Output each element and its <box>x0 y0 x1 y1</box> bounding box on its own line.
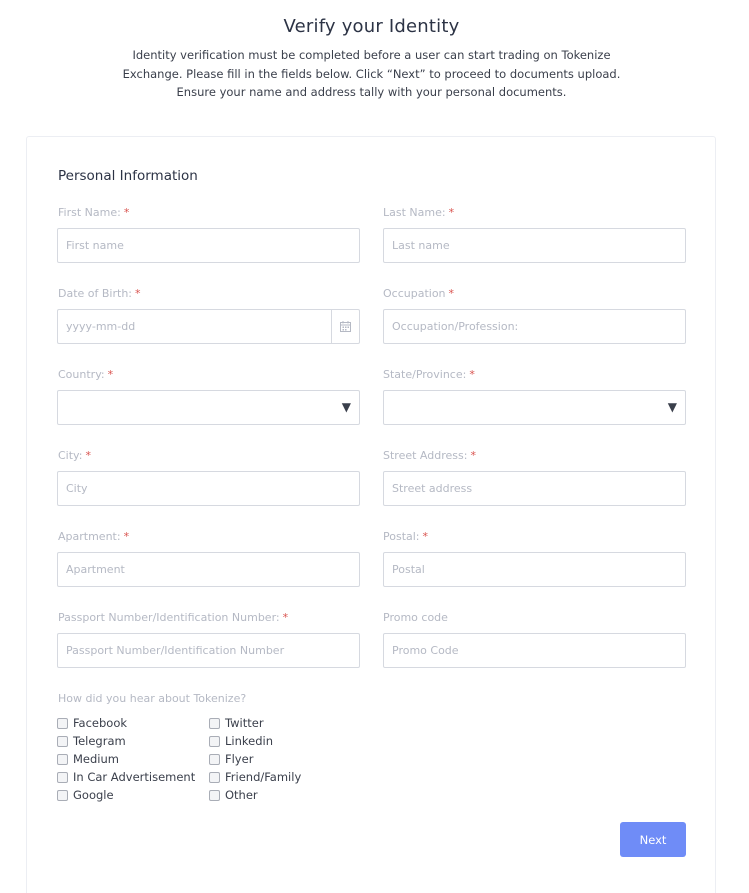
checkbox-other[interactable]: Other <box>209 788 258 802</box>
caret-down-icon: ▼ <box>341 400 351 414</box>
checkbox-flyer[interactable]: Flyer <box>209 752 253 766</box>
calendar-icon <box>340 321 351 332</box>
last-name-input[interactable] <box>383 228 686 263</box>
passport-input[interactable] <box>57 633 360 668</box>
city-label: City: * <box>58 449 91 462</box>
caret-down-icon: ▼ <box>667 400 677 414</box>
required-marker: * <box>448 206 455 219</box>
source-question: How did you hear about Tokenize? <box>58 692 247 705</box>
required-marker: * <box>448 287 455 300</box>
apartment-label: Apartment: * <box>58 530 130 543</box>
checkbox-box[interactable] <box>209 772 220 783</box>
checkbox-box[interactable] <box>57 790 68 801</box>
required-marker: * <box>123 206 130 219</box>
checkbox-telegram[interactable]: Telegram <box>57 734 126 748</box>
checkbox-linkedin[interactable]: Linkedin <box>209 734 273 748</box>
date-picker-button[interactable] <box>331 309 360 344</box>
first-name-label: First Name: * <box>58 206 130 219</box>
intro-text <box>120 46 623 102</box>
required-marker: * <box>85 449 91 462</box>
apartment-input[interactable] <box>57 552 360 587</box>
intro-line: Identity verification must be completed before a user can start trading on Tokenize <box>132 48 611 62</box>
state-select[interactable] <box>383 390 686 425</box>
checkbox-box[interactable] <box>209 736 220 747</box>
promo-input[interactable] <box>383 633 686 668</box>
postal-label: Postal: * <box>383 530 429 543</box>
required-marker: * <box>469 368 475 381</box>
next-button[interactable]: Next <box>620 822 686 857</box>
checkbox-facebook[interactable]: Facebook <box>57 716 127 730</box>
checkbox-google[interactable]: Google <box>57 788 114 802</box>
required-marker: * <box>282 611 289 624</box>
street-input[interactable] <box>383 471 686 506</box>
checkbox-twitter[interactable]: Twitter <box>209 716 264 730</box>
checkbox-box[interactable] <box>209 718 220 729</box>
country-select[interactable] <box>57 390 360 425</box>
first-name-input[interactable] <box>57 228 360 263</box>
occupation-input[interactable] <box>383 309 686 344</box>
city-input[interactable] <box>57 471 360 506</box>
dob-input[interactable] <box>57 309 332 344</box>
occupation-label: Occupation * <box>383 287 455 300</box>
promo-label: Promo code <box>383 611 448 624</box>
street-label: Street Address: * <box>383 449 476 462</box>
checkbox-box[interactable] <box>209 790 220 801</box>
checkbox-box[interactable] <box>57 754 68 765</box>
intro-line: Exchange. Please fill in the fields below. Click “Next” to proceed to documents upload. <box>122 66 621 81</box>
checkbox-box[interactable] <box>209 754 220 765</box>
checkbox-medium[interactable]: Medium <box>57 752 119 766</box>
checkbox-box[interactable] <box>57 772 68 783</box>
country-label: Country: * <box>58 368 114 381</box>
checkbox-in-car-advertisement[interactable]: In Car Advertisement <box>57 770 195 784</box>
state-label: State/Province: * <box>383 368 475 381</box>
required-marker: * <box>422 530 429 543</box>
intro-line: Ensure your name and address tally with your personal documents. <box>176 85 567 99</box>
section-title: Personal Information <box>58 168 198 184</box>
page-title: Verify your Identity <box>283 16 460 37</box>
checkbox-box[interactable] <box>57 736 68 747</box>
postal-input[interactable] <box>383 552 686 587</box>
required-marker: * <box>470 449 476 462</box>
last-name-label: Last Name: * <box>383 206 455 219</box>
required-marker: * <box>107 368 114 381</box>
passport-label: Passport Number/Identification Number: * <box>58 611 289 624</box>
required-marker: * <box>123 530 130 543</box>
checkbox-box[interactable] <box>57 718 68 729</box>
required-marker: * <box>135 287 141 300</box>
dob-label: Date of Birth: * <box>58 287 141 300</box>
checkbox-friend-family[interactable]: Friend/Family <box>209 770 301 784</box>
